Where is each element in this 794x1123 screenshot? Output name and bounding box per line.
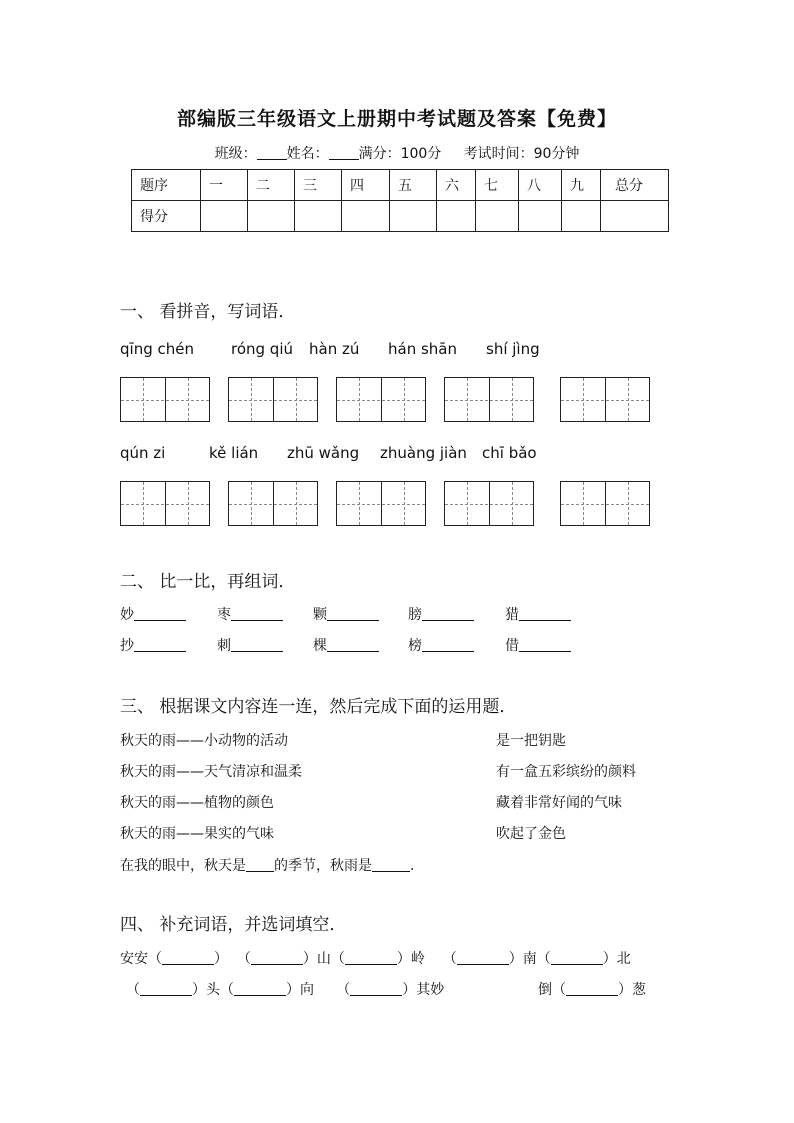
sentence-part: 在我的眼中，秋天是 <box>120 858 246 874</box>
score-table <box>131 169 669 232</box>
answer-line[interactable] <box>422 637 474 652</box>
usage-sentence <box>120 855 414 875</box>
name-blank[interactable] <box>329 145 359 160</box>
exam-time: 考试时间：90分钟 <box>463 146 580 162</box>
compare-char: 颗 <box>313 607 327 623</box>
writing-box[interactable] <box>444 377 534 422</box>
score-cell[interactable] <box>248 201 295 232</box>
pinyin-label: róng qiú <box>231 340 294 358</box>
answer-line[interactable] <box>327 606 379 621</box>
score-row-label: 得分 <box>132 201 201 232</box>
writing-box[interactable] <box>444 481 534 526</box>
compare-item <box>217 604 283 624</box>
pinyin-label: hán shān <box>388 340 457 358</box>
pinyin-label: zhū wǎng <box>287 444 360 462</box>
writing-box[interactable] <box>560 481 650 526</box>
idiom-part: ）北 <box>602 951 631 967</box>
idiom-part: （ <box>442 951 457 967</box>
match-left-item[interactable]: 秋天的雨——果实的气味 <box>120 826 274 842</box>
score-cell[interactable] <box>295 201 342 232</box>
answer-blank[interactable] <box>345 950 397 965</box>
answer-blank[interactable] <box>234 981 286 996</box>
compare-char: 枣 <box>217 607 231 623</box>
idiom-part: 安安（ <box>120 951 162 967</box>
answer-line[interactable] <box>327 637 379 652</box>
compare-char: 妙 <box>120 607 134 623</box>
compare-char: 借 <box>505 638 519 654</box>
compare-char: 膀 <box>408 607 422 623</box>
score-cell[interactable] <box>342 201 390 232</box>
section2-title: 二、 比一比，再组词． <box>120 572 296 592</box>
pinyin-label: qīng chén <box>120 340 194 358</box>
score-cell[interactable] <box>390 201 437 232</box>
match-left-item[interactable]: 秋天的雨——植物的颜色 <box>120 795 274 811</box>
answer-line[interactable] <box>519 606 571 621</box>
match-right-item[interactable]: 有一盒五彩缤纷的颜料 <box>496 764 636 780</box>
compare-item <box>120 635 186 655</box>
exam-info <box>0 143 794 163</box>
score-header-cell: 八 <box>519 170 562 201</box>
score-header-row <box>132 170 669 201</box>
class-label: 班级： <box>214 146 257 162</box>
answer-blank[interactable] <box>162 950 214 965</box>
answer-blank[interactable] <box>566 981 618 996</box>
idiom-part: ）向 <box>286 982 314 998</box>
match-left-item[interactable]: 秋天的雨——天气清凉和温柔 <box>120 764 302 780</box>
sentence-part: . <box>410 858 415 874</box>
score-header-cell: 二 <box>248 170 295 201</box>
answer-line[interactable] <box>422 606 474 621</box>
compare-item <box>217 635 283 655</box>
compare-item <box>120 604 186 624</box>
idiom-part: 倒（ <box>538 982 566 998</box>
match-right-item[interactable]: 吹起了金色 <box>496 826 566 842</box>
idiom-part: ）头（ <box>192 982 234 998</box>
section3-title: 三、 根据课文内容连一连，然后完成下面的运用题． <box>120 697 517 717</box>
idiom-part: ）南（ <box>508 951 551 967</box>
answer-blank[interactable] <box>246 857 274 872</box>
score-header-cell: 六 <box>437 170 476 201</box>
writing-box[interactable] <box>120 481 210 526</box>
answer-line[interactable] <box>134 637 186 652</box>
answer-blank[interactable] <box>551 950 603 965</box>
pinyin-label: hàn zú <box>309 340 360 358</box>
score-cell[interactable] <box>519 201 562 232</box>
score-row <box>132 201 669 232</box>
sentence-part: 的季节，秋雨是 <box>274 858 372 874</box>
score-header-cell: 一 <box>201 170 248 201</box>
answer-line[interactable] <box>231 606 283 621</box>
idiom-fill-line <box>120 948 631 968</box>
idiom-part: ）葱 <box>618 982 646 998</box>
page-title: 部编版三年级语文上册期中考试题及答案【免费】 <box>176 108 617 130</box>
idiom-fill-item <box>538 979 646 999</box>
score-cell[interactable] <box>601 201 669 232</box>
writing-box[interactable] <box>336 481 426 526</box>
compare-item <box>313 635 379 655</box>
score-cell[interactable] <box>476 201 519 232</box>
pinyin-label: shí jìng <box>486 340 540 358</box>
score-header-cell: 四 <box>342 170 390 201</box>
idiom-fill-line <box>126 979 444 999</box>
idiom-part: （ <box>126 982 140 998</box>
section4-title: 四、 补充词语，并选词填空． <box>120 915 347 935</box>
answer-blank[interactable] <box>251 950 303 965</box>
score-header-cell: 三 <box>295 170 342 201</box>
answer-line[interactable] <box>134 606 186 621</box>
idiom-part: ）其妙 <box>402 982 445 998</box>
compare-char: 猎 <box>505 607 519 623</box>
idiom-part: （ <box>336 982 351 998</box>
idiom-part: ）山（ <box>302 951 345 967</box>
answer-blank[interactable] <box>350 981 402 996</box>
answer-blank[interactable] <box>372 857 410 872</box>
name-label: 姓名： <box>286 146 329 162</box>
pinyin-label: zhuàng jiàn <box>380 444 467 462</box>
score-cell[interactable] <box>562 201 601 232</box>
match-right-item[interactable]: 是一把钥匙 <box>496 733 566 749</box>
compare-item <box>505 635 571 655</box>
full-score: 满分：100分 <box>358 146 442 162</box>
idiom-part: ） <box>214 951 228 967</box>
compare-item <box>505 604 571 624</box>
match-right-item[interactable]: 藏着非常好闻的气味 <box>496 795 622 811</box>
writing-box[interactable] <box>228 377 318 422</box>
score-header-cell: 总分 <box>601 170 669 201</box>
pinyin-label: kě lián <box>209 444 259 462</box>
pinyin-label: chī bǎo <box>482 444 537 462</box>
score-header-cell: 七 <box>476 170 519 201</box>
section1-title: 一、 看拼音，写词语． <box>120 302 296 322</box>
compare-item <box>408 635 474 655</box>
compare-item <box>313 604 379 624</box>
score-cell[interactable] <box>201 201 248 232</box>
answer-blank[interactable] <box>140 981 192 996</box>
writing-box[interactable] <box>120 377 210 422</box>
compare-char: 抄 <box>120 638 134 654</box>
compare-char: 刺 <box>217 638 231 654</box>
score-header-cell: 五 <box>390 170 437 201</box>
compare-char: 棵 <box>313 638 327 654</box>
writing-box[interactable] <box>560 377 650 422</box>
score-header-cell: 题序 <box>132 170 201 201</box>
idiom-part: （ <box>236 951 251 967</box>
idiom-part: ）岭 <box>396 951 425 967</box>
compare-item <box>408 604 474 624</box>
match-left-item[interactable]: 秋天的雨——小动物的活动 <box>120 733 288 749</box>
score-cell[interactable] <box>437 201 476 232</box>
writing-box[interactable] <box>336 377 426 422</box>
score-header-cell: 九 <box>562 170 601 201</box>
answer-line[interactable] <box>519 637 571 652</box>
compare-char: 榜 <box>408 638 422 654</box>
class-blank[interactable] <box>257 145 287 160</box>
answer-blank[interactable] <box>457 950 509 965</box>
answer-line[interactable] <box>231 637 283 652</box>
pinyin-label: qún zi <box>120 444 166 462</box>
writing-box[interactable] <box>228 481 318 526</box>
